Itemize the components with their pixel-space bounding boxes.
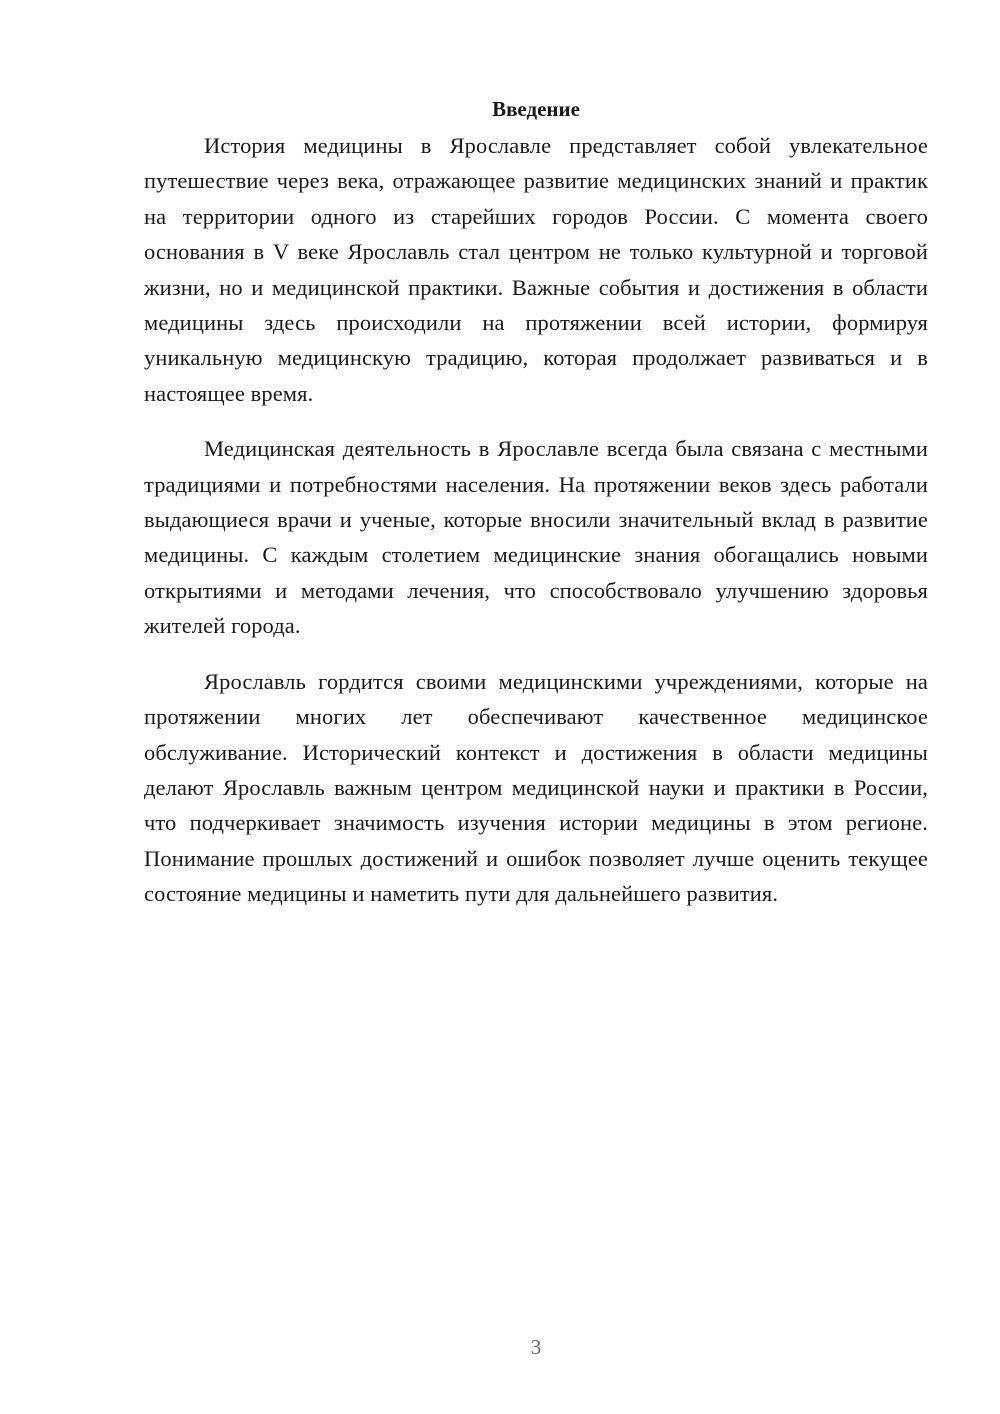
page-content xyxy=(144,94,928,932)
paragraph-3: Ярославль гордится своими медицинскими учреждениями, которые на протяжении многих лет обеспечивают качественное медицинское обслуживание. Исторический контекст и достижения в области медицины делают Ярославль важным центром медицинской науки и практики в России, что подчеркивает значимость изучения истории медицины в этом регионе. Понимание прошлых достижений и ошибок позволяет лучше оценить текущее состояние медицины и наметить пути для дальнейшего развития. xyxy=(144,668,928,907)
section-title: Введение xyxy=(492,97,580,121)
paragraph-1: История медицины в Ярославле представляет собой увлекательное путешествие через века, отражающее развитие медицинских знаний и практик на территории одного из старейших городов России. С момента своего основания в V веке Ярославль стал центром не только культурной и торговой жизни, но и медицинской практики. Важные события и достижения в области медицины здесь происходили на протяжении всей истории, формируя уникальную медицинскую традицию, которая продолжает развиваться и в настоящее время. xyxy=(144,133,928,406)
paragraph-2: Медицинская деятельность в Ярославле всегда была связана с местными традициями и потребностями населения. На протяжении веков здесь работали выдающиеся врачи и ученые, которые вносили значительный вклад в развитие медицины. С каждым столетием медицинские знания обогащались новыми открытиями и методами лечения, что способствовало улучшению здоровья жителей города. xyxy=(144,436,928,639)
page-number: 3 xyxy=(530,1335,542,1359)
